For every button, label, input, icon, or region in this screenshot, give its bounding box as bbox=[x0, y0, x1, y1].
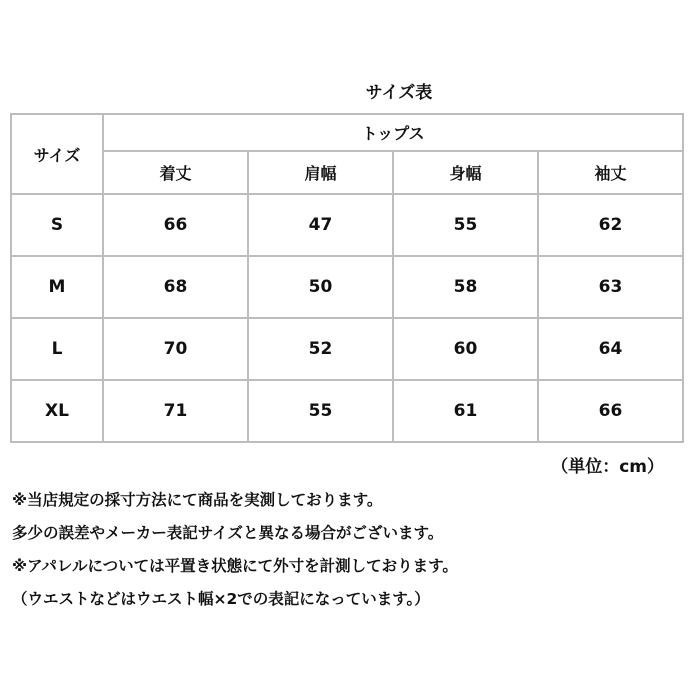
table-cell: 63 bbox=[538, 256, 683, 318]
page-title: サイズ表 bbox=[365, 83, 433, 103]
unit-label: （単位：cm） bbox=[551, 457, 664, 477]
size-label: M bbox=[11, 256, 103, 318]
table-cell: 60 bbox=[393, 318, 538, 380]
table-cell: 55 bbox=[393, 194, 538, 256]
column-header-sleeve: 袖丈 bbox=[538, 151, 683, 194]
table-cell: 64 bbox=[538, 318, 683, 380]
note-line: ※アパレルについては平置き状態にて外寸を計測しております。 bbox=[12, 557, 458, 575]
table-subheader-row bbox=[11, 151, 683, 194]
table-cell: 47 bbox=[248, 194, 393, 256]
table-cell: 70 bbox=[103, 318, 248, 380]
note-line: 多少の誤差やメーカー表記サイズと異なる場合がございます。 bbox=[12, 524, 444, 542]
table-cell: 68 bbox=[103, 256, 248, 318]
size-label: S bbox=[11, 194, 103, 256]
table-cell: 52 bbox=[248, 318, 393, 380]
table-row bbox=[11, 380, 683, 442]
column-header-length: 着丈 bbox=[103, 151, 248, 194]
size-table bbox=[10, 113, 684, 443]
table-cell: 62 bbox=[538, 194, 683, 256]
table-cell: 50 bbox=[248, 256, 393, 318]
size-label: L bbox=[11, 318, 103, 380]
table-cell: 71 bbox=[103, 380, 248, 442]
table-cell: 66 bbox=[103, 194, 248, 256]
column-header-chest: 身幅 bbox=[393, 151, 538, 194]
table-row bbox=[11, 318, 683, 380]
size-column-header: サイズ bbox=[11, 114, 103, 194]
notes-section bbox=[12, 484, 692, 616]
table-cell: 58 bbox=[393, 256, 538, 318]
note-line: ※当店規定の採寸方法にて商品を実測しております。 bbox=[12, 491, 383, 509]
table-cell: 55 bbox=[248, 380, 393, 442]
tops-group-header: トップス bbox=[103, 114, 683, 151]
table-row bbox=[11, 256, 683, 318]
column-header-shoulder: 肩幅 bbox=[248, 151, 393, 194]
table-header-row bbox=[11, 114, 683, 151]
table-cell: 66 bbox=[538, 380, 683, 442]
table-row bbox=[11, 194, 683, 256]
note-line: （ウエストなどはウエスト幅×2での表記になっています。） bbox=[12, 590, 430, 608]
size-label: XL bbox=[11, 380, 103, 442]
table-cell: 61 bbox=[393, 380, 538, 442]
